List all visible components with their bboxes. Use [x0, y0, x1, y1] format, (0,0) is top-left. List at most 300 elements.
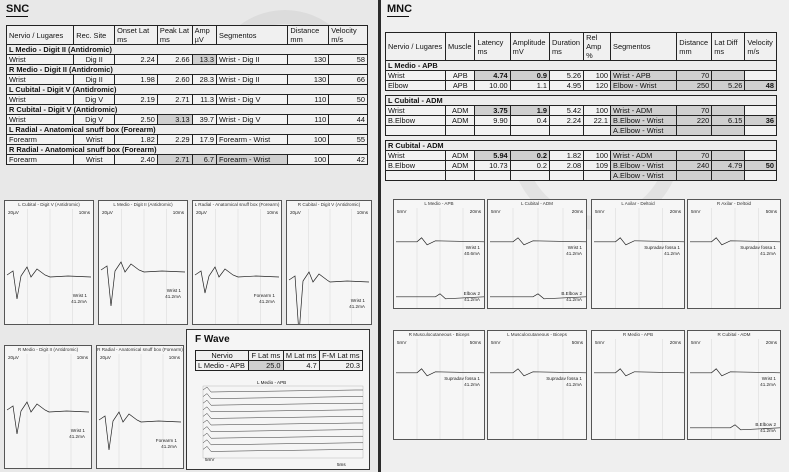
snc-cell-dist: 130: [288, 75, 329, 85]
trace-site-marker: Supradav fossa 1: [546, 375, 582, 381]
mnc-col-header: Segmentos: [611, 33, 677, 61]
mnc-cell-vel: 50: [745, 161, 777, 171]
mnc-cell-rel: 109: [584, 161, 611, 171]
trace-site-marker: Supradav fossa 1: [444, 375, 480, 381]
trace-scale: 20µV: [196, 210, 207, 215]
trace-site-marker: Wrist 1: [166, 288, 181, 293]
trace-scale: 5mV: [691, 209, 701, 214]
mnc-cell-dist: [677, 126, 712, 136]
snc-cell-dist: 110: [288, 95, 329, 105]
table-row: [386, 81, 777, 91]
snc-group-row: [7, 45, 368, 55]
mnc-cell-dur: 5.26: [550, 71, 584, 81]
mnc-cell-amp: [510, 171, 549, 181]
mnc-cell-dur: [550, 171, 584, 181]
snc-cell-vel: 66: [329, 75, 368, 85]
trace-stim: 41.2mA: [161, 444, 177, 449]
mnc-cell-muscle: ADM: [446, 116, 475, 126]
trace-scale: 5mV: [397, 340, 407, 345]
mnc-cell-amp: [510, 126, 549, 136]
trace-time: 10ms: [356, 210, 368, 215]
mnc-cell-site: Wrist: [386, 151, 446, 161]
mnc-cell-muscle: APB: [446, 81, 475, 91]
snc-cell-vel: 42: [329, 155, 368, 165]
mnc-cell-rel: 22.1: [584, 116, 611, 126]
table-row: [386, 171, 777, 181]
mnc-cell-lat: 10.00: [475, 81, 510, 91]
mnc-col-header: Muscle: [446, 33, 475, 61]
snc-cell-rec: Dig II: [74, 55, 115, 65]
trace-stim: 41.2mA: [760, 427, 776, 433]
trace-title: L Axilar - Deltoid: [621, 201, 655, 206]
fwave-waveform: [203, 446, 363, 451]
table-row: [386, 161, 777, 171]
mnc-cell-dist: 240: [677, 161, 712, 171]
snc-page: [0, 0, 378, 472]
mnc-cell-seg: B.Elbow - Wrist: [611, 161, 677, 171]
trace-stim: 41.2mA: [760, 250, 776, 256]
snc-cell-dist: 100: [288, 155, 329, 165]
mnc-col-header: Velocity m/s: [745, 33, 777, 61]
snc-trace-panel: [192, 200, 282, 325]
snc-trace-chart: [5, 201, 94, 325]
snc-cell-onset: 2.40: [115, 155, 158, 165]
fwave-cell-f: 25.0: [249, 361, 283, 371]
snc-col-header: Peak Lat ms: [157, 26, 192, 45]
mnc-cell-dur: [550, 126, 584, 136]
mnc-col-header: Rel Amp %: [584, 33, 611, 61]
snc-cell-dist: 100: [288, 135, 329, 145]
snc-cell-seg: Wrist - Dig II: [217, 75, 288, 85]
fwave-waveform: [203, 427, 363, 432]
trace-title: R Medio - Digit II (Antidromic): [17, 347, 79, 352]
snc-trace-panel: [96, 345, 184, 469]
fwave-cell-nerve: L Medio - APB: [196, 361, 249, 371]
mnc-cell-muscle: [446, 126, 475, 136]
trace-time: 10ms: [172, 210, 184, 215]
snc-group-row: [7, 85, 368, 95]
snc-cell-rec: Dig II: [74, 75, 115, 85]
snc-trace-chart: [97, 346, 184, 469]
mnc-col-header: Latency ms: [475, 33, 510, 61]
trace-time: 20ms: [571, 209, 583, 214]
snc-cell-site: Wrist: [7, 55, 74, 65]
trace-stim: 41.2mA: [69, 434, 85, 439]
fwave-box: [186, 329, 370, 470]
mnc-cell-amp: 0.2: [510, 151, 549, 161]
fwave-trace-title: L Medio - APB: [257, 380, 287, 385]
snc-cell-site: Wrist: [7, 95, 74, 105]
mnc-trace-panel: [687, 330, 781, 440]
mnc-cell-seg: Wrist - APB: [611, 71, 677, 81]
snc-cell-rec: Wrist: [74, 135, 115, 145]
mnc-cell-seg: Elbow - Wrist: [611, 81, 677, 91]
table-row: [7, 135, 368, 145]
table-row: [7, 95, 368, 105]
trace-site-marker: Wrist 1: [761, 375, 776, 381]
snc-group-name: R Radial - Anatomical snuff box (Forearm): [7, 145, 368, 155]
fwave-waveform: [203, 440, 363, 445]
fwave-waveform: [203, 413, 363, 418]
mnc-group-row: [386, 61, 777, 71]
mnc-cell-site: Elbow: [386, 81, 446, 91]
mnc-cell-dist: 70: [677, 71, 712, 81]
trace-scale: 5mV: [491, 209, 501, 214]
snc-trace-chart: [193, 201, 282, 325]
snc-cell-site: Forearm: [7, 155, 74, 165]
snc-trace-panel: [286, 200, 372, 325]
mnc-trace-panel: [591, 330, 685, 440]
snc-cell-amp: 11.3: [192, 95, 216, 105]
fwave-col-header: Nervio: [196, 351, 249, 361]
trace-stim: 41.2mA: [566, 381, 582, 387]
mnc-cell-dist: 70: [677, 151, 712, 161]
mnc-cell-vel: 48: [745, 81, 777, 91]
mnc-cell-amp: 1.1: [510, 81, 549, 91]
mnc-title-underline: [387, 16, 409, 17]
snc-cell-site: Wrist: [7, 115, 74, 125]
trace-time: 10ms: [266, 210, 278, 215]
mnc-cell-muscle: ADM: [446, 106, 475, 116]
mnc-cell-seg: A.Elbow - Wrist: [611, 171, 677, 181]
fwave-waveform: [203, 433, 363, 438]
snc-cell-onset: 1.82: [115, 135, 158, 145]
trace-stim: 41.2mA: [464, 296, 480, 302]
snc-cell-vel: 58: [329, 55, 368, 65]
table-row: [386, 106, 777, 116]
trace-site-marker: Supradav fossa 1: [644, 244, 680, 250]
snc-cell-seg: Wrist - Dig V: [217, 95, 288, 105]
snc-cell-rec: Dig V: [74, 95, 115, 105]
mnc-cell-muscle: APB: [446, 71, 475, 81]
fwave-title: F Wave: [195, 334, 230, 345]
snc-cell-rec: Wrist: [74, 155, 115, 165]
snc-col-header: Onset Lat ms: [115, 26, 158, 45]
mnc-cell-muscle: ADM: [446, 151, 475, 161]
mnc-cell-diff: 6.15: [712, 116, 745, 126]
mnc-group-row: [386, 141, 777, 151]
mnc-cell-dist: 220: [677, 116, 712, 126]
mnc-cell-seg: B.Elbow - Wrist: [611, 116, 677, 126]
snc-trace-chart: [99, 201, 188, 325]
snc-cell-amp: 28.3: [192, 75, 216, 85]
mnc-cell-lat: 4.74: [475, 71, 510, 81]
snc-cell-seg: Wrist - Dig V: [217, 115, 288, 125]
mnc-cell-dur: 5.42: [550, 106, 584, 116]
trace-title: R Musculocutaneous - Biceps: [408, 332, 470, 337]
table-row: [386, 151, 777, 161]
trace-stim: 41.2mA: [165, 294, 181, 299]
mnc-group-name: L Cubital - ADM: [386, 96, 777, 106]
trace-title: L Cubital - Digit V (Antidromic): [18, 202, 80, 207]
mnc-col-header: Amplitude mV: [510, 33, 549, 61]
snc-col-header: Segmentos: [217, 26, 288, 45]
mnc-cell-seg: Wrist - ADM: [611, 106, 677, 116]
mnc-cell-seg: Wrist - ADM: [611, 151, 677, 161]
mnc-table: [385, 32, 777, 181]
mnc-trace-panel: [591, 199, 685, 309]
snc-cell-site: Forearm: [7, 135, 74, 145]
mnc-trace-panel: [393, 330, 485, 440]
mnc-cell-muscle: ADM: [446, 161, 475, 171]
mnc-cell-vel: [745, 126, 777, 136]
mnc-col-header: Duration ms: [550, 33, 584, 61]
mnc-cell-diff: [712, 126, 745, 136]
snc-cell-amp: 6.7: [192, 155, 216, 165]
snc-cell-peak: 2.29: [157, 135, 192, 145]
fwave-time: 5ms: [337, 462, 346, 467]
trace-title: L Cubital - ADM: [521, 201, 553, 206]
mnc-cell-diff: 4.79: [712, 161, 745, 171]
snc-trace-panel: [4, 200, 94, 325]
mnc-title: MNC: [387, 3, 413, 15]
mnc-cell-vel: [745, 171, 777, 181]
mnc-cell-site: [386, 171, 446, 181]
mnc-trace-panel: [393, 199, 485, 309]
snc-col-header: Amp µV: [192, 26, 216, 45]
trace-time: 20ms: [669, 340, 681, 345]
snc-cell-vel: 55: [329, 135, 368, 145]
table-row: [7, 115, 368, 125]
snc-trace-chart: [5, 346, 92, 469]
trace-stim: 41.2mA: [760, 381, 776, 387]
snc-cell-seg: Forearm - Wrist: [217, 135, 288, 145]
mnc-col-header: Nervio / Lugares: [386, 33, 446, 61]
snc-col-header: Distance mm: [288, 26, 329, 45]
snc-cell-peak: 2.71: [157, 95, 192, 105]
snc-trace-panel: [98, 200, 188, 325]
fwave-waveform: [203, 394, 363, 399]
mnc-cell-dist: 250: [677, 81, 712, 91]
mnc-cell-vel: [745, 71, 777, 81]
snc-col-header: Rec. Site: [74, 26, 115, 45]
mnc-cell-dur: 1.82: [550, 151, 584, 161]
snc-cell-amp: 39.7: [192, 115, 216, 125]
trace-title: L Medio - APB: [424, 201, 454, 206]
mnc-cell-site: Wrist: [386, 106, 446, 116]
snc-cell-peak: 3.13: [157, 115, 192, 125]
snc-waveform: [101, 262, 185, 306]
trace-time: 20ms: [765, 340, 777, 345]
trace-scale: 20µV: [100, 355, 111, 360]
trace-site-marker: Elbow 2: [463, 290, 480, 296]
snc-cell-site: Wrist: [7, 75, 74, 85]
mnc-cell-lat: 3.75: [475, 106, 510, 116]
trace-stim: 41.2mA: [349, 304, 365, 309]
trace-time: 50ms: [571, 340, 583, 345]
trace-stim: 40.6mA: [464, 250, 480, 256]
snc-group-row: [7, 145, 368, 155]
trace-time: 50ms: [765, 209, 777, 214]
mnc-page: [381, 0, 789, 472]
snc-cell-vel: 44: [329, 115, 368, 125]
trace-title: L Radial - Anatomical snuff box (Forearm): [194, 202, 280, 207]
trace-site-marker: Wrist 1: [465, 244, 480, 250]
mnc-cell-rel: 100: [584, 71, 611, 81]
snc-group-name: L Cubital - Digit V (Antidromic): [7, 85, 368, 95]
trace-site-marker: B.Elbow 2: [755, 421, 776, 427]
mnc-cell-dist: 70: [677, 106, 712, 116]
table-row: [386, 116, 777, 126]
trace-site-marker: Wrist 1: [350, 298, 365, 303]
snc-cell-amp: 17.9: [192, 135, 216, 145]
mnc-cell-diff: [712, 171, 745, 181]
trace-scale: 5mV: [691, 340, 701, 345]
snc-cell-onset: 1.98: [115, 75, 158, 85]
snc-group-row: [7, 65, 368, 75]
snc-col-header: Nervio / Lugares: [7, 26, 74, 45]
trace-scale: 20µV: [8, 355, 19, 360]
snc-cell-peak: 2.60: [157, 75, 192, 85]
trace-site-marker: Supradav fossa 1: [740, 244, 776, 250]
snc-group-row: [7, 125, 368, 135]
snc-group-name: L Radial - Anatomical snuff box (Forearm): [7, 125, 368, 135]
mnc-cell-rel: 100: [584, 106, 611, 116]
fwave-col-header: F-M Lat ms: [319, 351, 362, 361]
fwave-waveform: [203, 400, 363, 405]
trace-title: L Medio - Digit II (Antidromic): [113, 202, 173, 207]
mnc-cell-lat: 9.90: [475, 116, 510, 126]
table-row: [7, 55, 368, 65]
mnc-cell-vel: [745, 151, 777, 161]
mnc-cell-site: Wrist: [386, 71, 446, 81]
mnc-col-header: Distance mm: [677, 33, 712, 61]
snc-cell-seg: Forearm - Wrist: [217, 155, 288, 165]
trace-title: R Radial - Anatomical snuff box (Forearm): [97, 347, 183, 352]
mnc-cell-amp: 0.4: [510, 116, 549, 126]
trace-scale: 5mV: [595, 209, 605, 214]
trace-scale: 5mV: [595, 340, 605, 345]
fwave-cell-m: 4.7: [283, 361, 319, 371]
mnc-cell-dur: 2.08: [550, 161, 584, 171]
trace-title: R Cubital - Digit V (Antidromic): [297, 202, 361, 207]
mnc-cell-site: B.Elbow: [386, 161, 446, 171]
trace-stim: 41.2mA: [259, 299, 275, 304]
trace-stim: 41.2mA: [566, 250, 582, 256]
mnc-cell-rel: 100: [584, 151, 611, 161]
mnc-cell-lat: [475, 171, 510, 181]
mnc-trace-panel: [487, 330, 587, 440]
table-row: [7, 155, 368, 165]
snc-cell-peak: 2.66: [157, 55, 192, 65]
mnc-cell-diff: 5.26: [712, 81, 745, 91]
snc-cell-vel: 50: [329, 95, 368, 105]
fwave-waveform: [203, 407, 363, 412]
fwave-trace-chart: [187, 330, 371, 471]
trace-site-marker: B.Elbow 2: [561, 290, 582, 296]
mnc-group-row: [386, 96, 777, 106]
snc-cell-peak: 2.71: [157, 155, 192, 165]
mnc-col-header: Lat Diff ms: [712, 33, 745, 61]
snc-cell-dist: 130: [288, 55, 329, 65]
trace-site-marker: Wrist 1: [70, 428, 85, 433]
table-row: [386, 126, 777, 136]
table-row: [386, 71, 777, 81]
trace-time: 10ms: [168, 355, 180, 360]
trace-site-marker: Forearm 1: [155, 438, 177, 443]
snc-title: SNC: [6, 3, 30, 15]
mnc-cell-dur: 2.24: [550, 116, 584, 126]
trace-scale: 20µV: [102, 210, 113, 215]
fwave-waveform: [203, 420, 363, 425]
snc-table: [6, 25, 368, 165]
snc-group-name: L Medio - Digit II (Antidromic): [7, 45, 368, 55]
snc-cell-onset: 2.19: [115, 95, 158, 105]
mnc-group-name: L Medio - APB: [386, 61, 777, 71]
mnc-cell-rel: 120: [584, 81, 611, 91]
snc-cell-amp: 13.3: [192, 55, 216, 65]
snc-cell-onset: 2.50: [115, 115, 158, 125]
trace-site-marker: Wrist 1: [72, 293, 87, 298]
trace-title: R Axilar - Deltoid: [716, 201, 752, 206]
mnc-cell-amp: 1.9: [510, 106, 549, 116]
mnc-cell-dist: [677, 171, 712, 181]
snc-group-row: [7, 105, 368, 115]
trace-time: 20ms: [669, 209, 681, 214]
mnc-group-name: R Cubital - ADM: [386, 141, 777, 151]
fwave-col-header: F Lat ms: [249, 351, 283, 361]
trace-stim: 41.2mA: [566, 296, 582, 302]
snc-cell-dist: 110: [288, 115, 329, 125]
trace-site-marker: Forearm 1: [253, 293, 275, 298]
trace-stim: 41.2mA: [664, 250, 680, 256]
mnc-cell-seg: A.Elbow - Wrist: [611, 126, 677, 136]
snc-cell-onset: 2.24: [115, 55, 158, 65]
snc-col-header: Velocity m/s: [329, 26, 368, 45]
fwave-col-header: M Lat ms: [283, 351, 319, 361]
trace-site-marker: Wrist 1: [567, 244, 582, 250]
trace-scale: 5mV: [491, 340, 501, 345]
fwave-cell-fm: 20.3: [319, 361, 362, 371]
trace-time: 10ms: [76, 355, 88, 360]
trace-time: 50ms: [469, 340, 481, 345]
trace-stim: 41.2mA: [71, 299, 87, 304]
mnc-cell-diff: [712, 151, 745, 161]
trace-scale: 20µV: [8, 210, 19, 215]
trace-title: L Musculocutaneous - Biceps: [507, 332, 567, 337]
mnc-trace-chart: [592, 331, 685, 440]
mnc-trace-panel: [487, 199, 587, 309]
mnc-cell-site: [386, 126, 446, 136]
mnc-cell-amp: 0.9: [510, 71, 549, 81]
mnc-cell-rel: [584, 126, 611, 136]
snc-title-underline: [6, 16, 28, 17]
fwave-scale: 5mV: [205, 457, 215, 462]
trace-time: 20ms: [469, 209, 481, 214]
snc-cell-rec: Dig V: [74, 115, 115, 125]
trace-time: 10ms: [78, 210, 90, 215]
snc-group-name: R Medio - Digit II (Antidromic): [7, 65, 368, 75]
trace-stim: 41.2mA: [464, 381, 480, 387]
mnc-cell-amp: 0.2: [510, 161, 549, 171]
mnc-cell-muscle: [446, 171, 475, 181]
mnc-cell-rel: [584, 171, 611, 181]
table-row: [7, 75, 368, 85]
mnc-cell-diff: [712, 71, 745, 81]
mnc-cell-diff: [712, 106, 745, 116]
mnc-trace-panel: [687, 199, 781, 309]
mnc-cell-lat: [475, 126, 510, 136]
mnc-cell-dur: 4.95: [550, 81, 584, 91]
snc-waveform: [195, 267, 279, 293]
mnc-cell-lat: 5.94: [475, 151, 510, 161]
mnc-cell-vel: [745, 106, 777, 116]
mnc-cell-lat: 10.73: [475, 161, 510, 171]
trace-title: R Cubital - ADM: [717, 332, 751, 337]
mnc-cell-site: B.Elbow: [386, 116, 446, 126]
trace-scale: 20µV: [290, 210, 301, 215]
snc-group-name: R Cubital - Digit V (Antidromic): [7, 105, 368, 115]
